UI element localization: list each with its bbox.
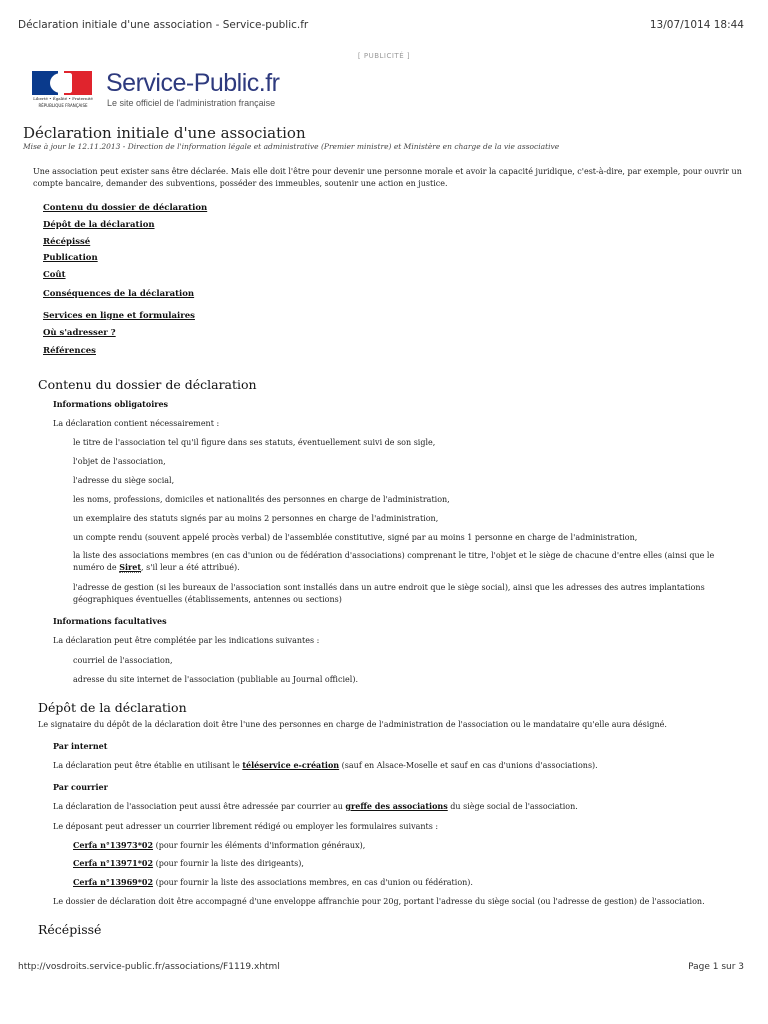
logo-brand-b: Public.fr — [193, 69, 280, 97]
toc-link-ou-sadresser[interactable]: Où s'adresser ? — [43, 328, 116, 338]
list-item: courriel de l'association, — [73, 656, 173, 665]
teleservice-link[interactable]: téléservice e-création — [242, 760, 340, 770]
print-footer-page: Page 1 sur 3 — [688, 962, 744, 972]
list-item-text: la liste des associations membres (en cas d'union ou de fédération d'associations) comprenant le titre, l'objet et le siège de chacune d'entre elles (ainsi que le — [73, 551, 715, 560]
paragraph-deposant: Le déposant peut adresser un courrier librement rédigé ou employer les formulaires suivants : — [53, 822, 439, 831]
logo-tagline: Le site officiel de l'administration française — [107, 98, 276, 108]
section-title-recepisse: Récépissé — [38, 922, 102, 937]
form-item — [73, 877, 473, 889]
paragraph-enveloppe: Le dossier de déclaration doit être accompagné d'une enveloppe affranchie pour 20g, portant l'adresse du siège social (ou l'adresse de gestion) de l'association. — [53, 897, 705, 906]
subsection-title-internet: Par internet — [53, 741, 108, 751]
toc-link-publication[interactable]: Publication — [43, 253, 98, 263]
logo-republic: RÉPUBLIQUE FRANÇAISE — [38, 103, 88, 108]
cerfa-link[interactable]: Cerfa n°13973*02 — [73, 840, 154, 850]
list-item: l'objet de l'association, — [73, 457, 166, 466]
greffe-link[interactable]: greffe des associations — [345, 801, 448, 811]
intro-paragraph: Une association peut exister sans être déclarée. Mais elle doit l'être pour devenir une personne morale et avoir la capacité juridique, c'est-à-dire, par exemple, pour ouvrir un compte bancaire, demander des subventions, posséder des immeubles, soutenir une action en justice. — [33, 167, 742, 188]
paragraph-depot-intro: Le signataire du dépôt de la déclaration doit être l'une des personnes en charge de l'administration de l'association ou le mandataire qu'elle aura désigné. — [38, 720, 667, 729]
cerfa-link[interactable]: Cerfa n°13969*02 — [73, 877, 154, 887]
subsection-title-facultatives: Informations facultatives — [53, 616, 167, 626]
paragraph-text: (sauf en Alsace-Moselle et sauf en cas d'unions d'associations). — [339, 761, 598, 770]
form-item — [73, 840, 365, 852]
form-item-text: (pour fournir la liste des dirigeants), — [153, 859, 304, 868]
list-item-text: , s'il leur a été attribué). — [141, 562, 240, 572]
form-item-text: (pour fournir les éléments d'information généraux), — [153, 841, 366, 850]
list-item: les noms, professions, domiciles et nationalités des personnes en charge de l'administration, — [73, 495, 450, 504]
service-public-logo[interactable] — [32, 71, 282, 113]
toc-link-contenu[interactable]: Contenu du dossier de déclaration — [43, 203, 208, 213]
list-item: un compte rendu (souvent appelé procès verbal) de l'assemblée constitutive, signé par au moins 1 personne en charge de l'administration, — [73, 533, 638, 542]
form-item-text: (pour fournir la liste des associations membres, en cas d'union ou fédération). — [153, 878, 473, 887]
subsection-title-courrier: Par courrier — [53, 782, 108, 792]
print-header-title: Déclaration initiale d'une association - Service-public.fr — [18, 19, 309, 31]
list-item-text: numéro de — [73, 562, 120, 572]
paragraph-oblig-intro: La déclaration contient nécessairement : — [53, 419, 220, 428]
list-item-gestion — [73, 582, 753, 605]
page-title: Déclaration initiale d'une association — [23, 124, 306, 142]
advertisement-label: [ PUBLICITÉ ] — [357, 52, 411, 60]
list-item-text: l'adresse de gestion (si les bureaux de l'association sont installés dans un autre endroit que le siège social), ainsi que les adresses des autres implantations — [73, 583, 705, 592]
paragraph-text: du siège social de l'association. — [447, 802, 578, 811]
toc-link-recepisse[interactable]: Récépissé — [43, 237, 91, 247]
logo-brand-a: Service- — [106, 69, 194, 97]
print-header-date: 13/07/1014 18:44 — [649, 19, 744, 31]
cerfa-link[interactable]: Cerfa n°13971*02 — [73, 858, 154, 868]
list-item: le titre de l'association tel qu'il figure dans ses statuts, éventuellement suivi de son sigle, — [73, 438, 436, 447]
form-item — [73, 858, 304, 870]
paragraph-courrier — [53, 801, 578, 813]
toc-link-references[interactable]: Références — [43, 346, 96, 356]
list-item: adresse du site internet de l'association (publiable au Journal officiel). — [73, 675, 358, 684]
update-info: Mise à jour le 12.11.2013 - Direction de l'information légale et administrative (Premier ministre) et Ministère en charge de la vie associative — [23, 142, 560, 151]
list-item: un exemplaire des statuts signés par au moins 2 personnes en charge de l'administration, — [73, 514, 439, 523]
list-item: l'adresse du siège social, — [73, 476, 175, 485]
marianne-logo-icon — [32, 71, 92, 95]
subsection-title-obligatoires: Informations obligatoires — [53, 399, 169, 409]
toc-link-consequences[interactable]: Conséquences de la déclaration — [43, 289, 195, 299]
paragraph-text: La déclaration peut être établie en utilisant le — [53, 761, 243, 770]
toc-link-cout[interactable]: Coût — [43, 270, 66, 280]
toc-link-services[interactable]: Services en ligne et formulaires — [43, 311, 195, 321]
section-title-depot: Dépôt de la déclaration — [38, 700, 187, 715]
list-item-text: géographiques éventuelles (établissements, antennes ou sections) — [73, 594, 342, 604]
logo-brand — [106, 69, 280, 98]
paragraph-text: La déclaration de l'association peut aussi être adressée par courrier au — [53, 802, 346, 811]
list-item-membres — [73, 550, 753, 573]
paragraph-internet — [53, 760, 598, 772]
siret-link[interactable]: Siret — [119, 561, 142, 572]
paragraph-facult-intro: La déclaration peut être complétée par les indications suivantes : — [53, 636, 320, 645]
section-title-contenu: Contenu du dossier de déclaration — [38, 377, 257, 392]
toc-link-depot[interactable]: Dépôt de la déclaration — [43, 220, 155, 230]
logo-motto: Liberté • Égalité • Fraternité — [33, 96, 93, 101]
print-footer-url: http://vosdroits.service-public.fr/associations/F1119.xhtml — [18, 962, 280, 972]
